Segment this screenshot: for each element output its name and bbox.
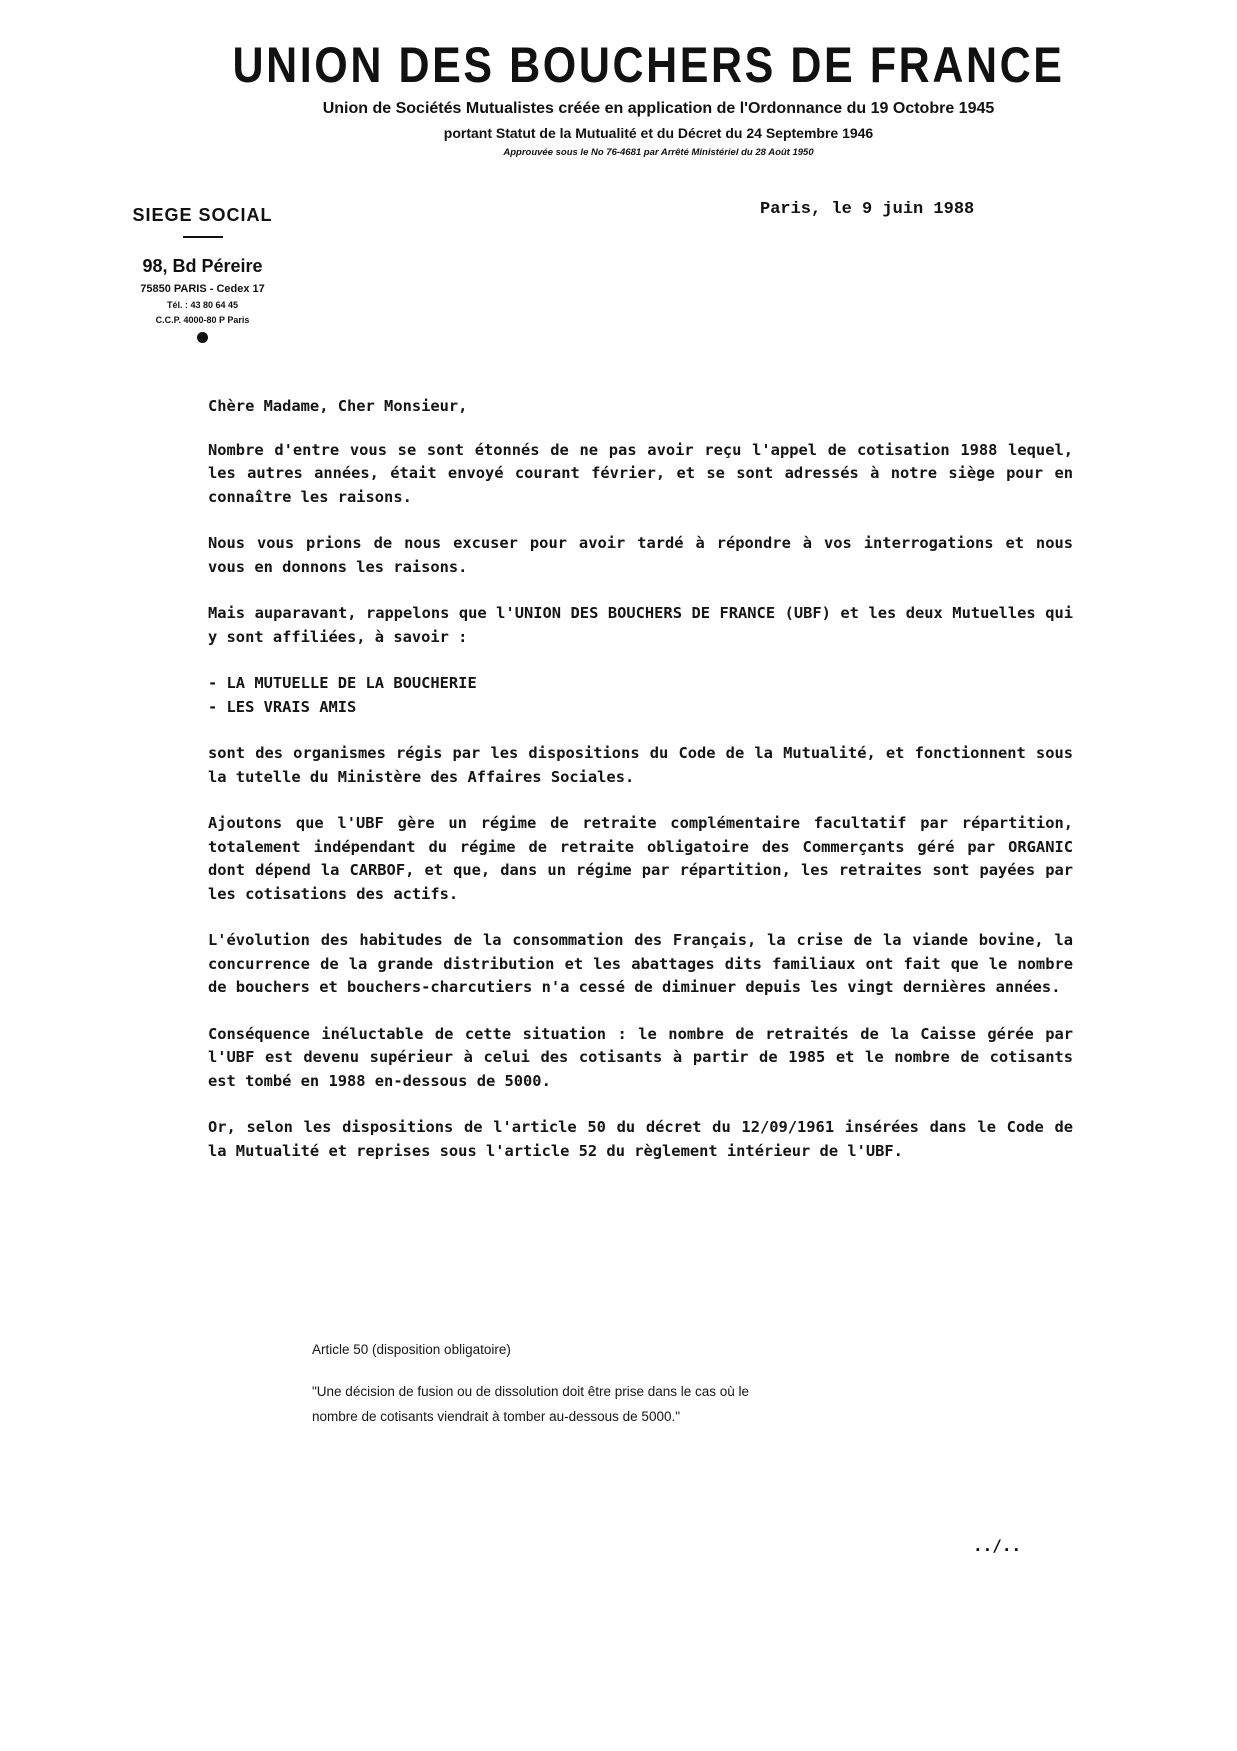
article-text: "Une décision de fusion ou de dissolution doit être prise dans le cas où le nombre de cotisants viendrait à tomber au-dessous de 5000.": [312, 1384, 750, 1424]
siege-social-title: SIEGE SOCIAL: [132, 205, 273, 225]
letter-paragraph: Conséquence inéluctable de cette situation : le nombre de retraités de la Caisse gérée par l'UBF est devenu supérieur à celui des cotisants à partir de 1985 et le nombre de cotisants est tombé en 1988 en-dessous de 5000.: [208, 1024, 1073, 1090]
article-heading: Article 50 (disposition obligatoire): [312, 1342, 511, 1357]
letterhead-subtitle-2: portant Statut de la Mutualité et du Décret du 24 Septembre 1946: [443, 125, 874, 141]
letter-paragraph: Ajoutons que l'UBF gère un régime de retraite complémentaire facultatif par répartition, totalement indépendant du régime de retraite obligatoire des Commerçants géré par ORGANIC dont dépend la CARBOF, et que, dans un régime par répartition, les retraites sont payées par les cotisations des actifs.: [208, 814, 1073, 903]
letter-paragraph: sont des organismes régis par les dispositions du Code de la Mutualité, et fonctionnent sous la tutelle du Ministère des Affaires Sociales.: [208, 744, 1073, 786]
mutuelles-list: [208, 672, 1073, 719]
letterhead-subtitle-3: Approuvée sous le No 76-4681 par Arrêté Ministériel du 28 Août 1950: [503, 147, 814, 158]
letter-paragraph: Or, selon les dispositions de l'article 50 du décret du 12/09/1961 insérées dans le Code de la Mutualité et reprises sous l'article 52 du règlement intérieur de l'UBF.: [208, 1118, 1073, 1160]
letter-paragraph: Nous vous prions de nous excuser pour avoir tardé à répondre à vos interrogations et nous vous en donnons les raisons.: [208, 534, 1073, 576]
list-item: - LA MUTUELLE DE LA BOUCHERIE: [208, 674, 477, 692]
letter-paragraph: Mais auparavant, rappelons que l'UNION DES BOUCHERS DE FRANCE (UBF) et les deux Mutuelles qui y sont affiliées, à savoir :: [208, 604, 1073, 646]
siege-divider: [183, 236, 223, 238]
siege-ccp: C.C.P. 4000-80 P Paris: [155, 315, 250, 325]
siege-city: 75850 PARIS - Cedex 17: [140, 283, 265, 295]
letter-paragraph: Nombre d'entre vous se sont étonnés de ne pas avoir reçu l'appel de cotisation 1988 lequel, les autres années, était envoyé courant février, et se sont adressés à notre siège pour en connaître les raisons.: [208, 440, 1073, 506]
siege-phone: Tél. : 43 80 64 45: [166, 300, 239, 310]
letter-greeting: Chère Madame, Cher Monsieur,: [208, 397, 468, 415]
letterhead-subtitle-1: Union de Sociétés Mutualistes créée en application de l'Ordonnance du 19 Octobre 1945: [322, 100, 995, 117]
article-quote: [312, 1342, 792, 1429]
siege-address: 98, Bd Péreire: [142, 256, 263, 276]
letter-paragraph: L'évolution des habitudes de la consommation des Français, la crise de la viande bovine, la concurrence de la grande distribution et les abattages dits familiaux ont fait que le nombre de bouchers et bouchers-charcutiers n'a cessé de diminuer depuis les vingt dernières années.: [208, 931, 1073, 996]
list-item: - LES VRAIS AMIS: [208, 697, 357, 716]
letter-body: [208, 395, 1073, 1186]
page-continuation-mark: ../..: [973, 1536, 1022, 1555]
siege-social-block: [120, 205, 285, 343]
letterhead: [0, 36, 1237, 158]
organization-title: UNION DES BOUCHERS DE FRANCE: [232, 37, 1065, 93]
bullet-dot-icon: [197, 332, 208, 343]
letter-date: Paris, le 9 juin 1988: [760, 200, 975, 219]
